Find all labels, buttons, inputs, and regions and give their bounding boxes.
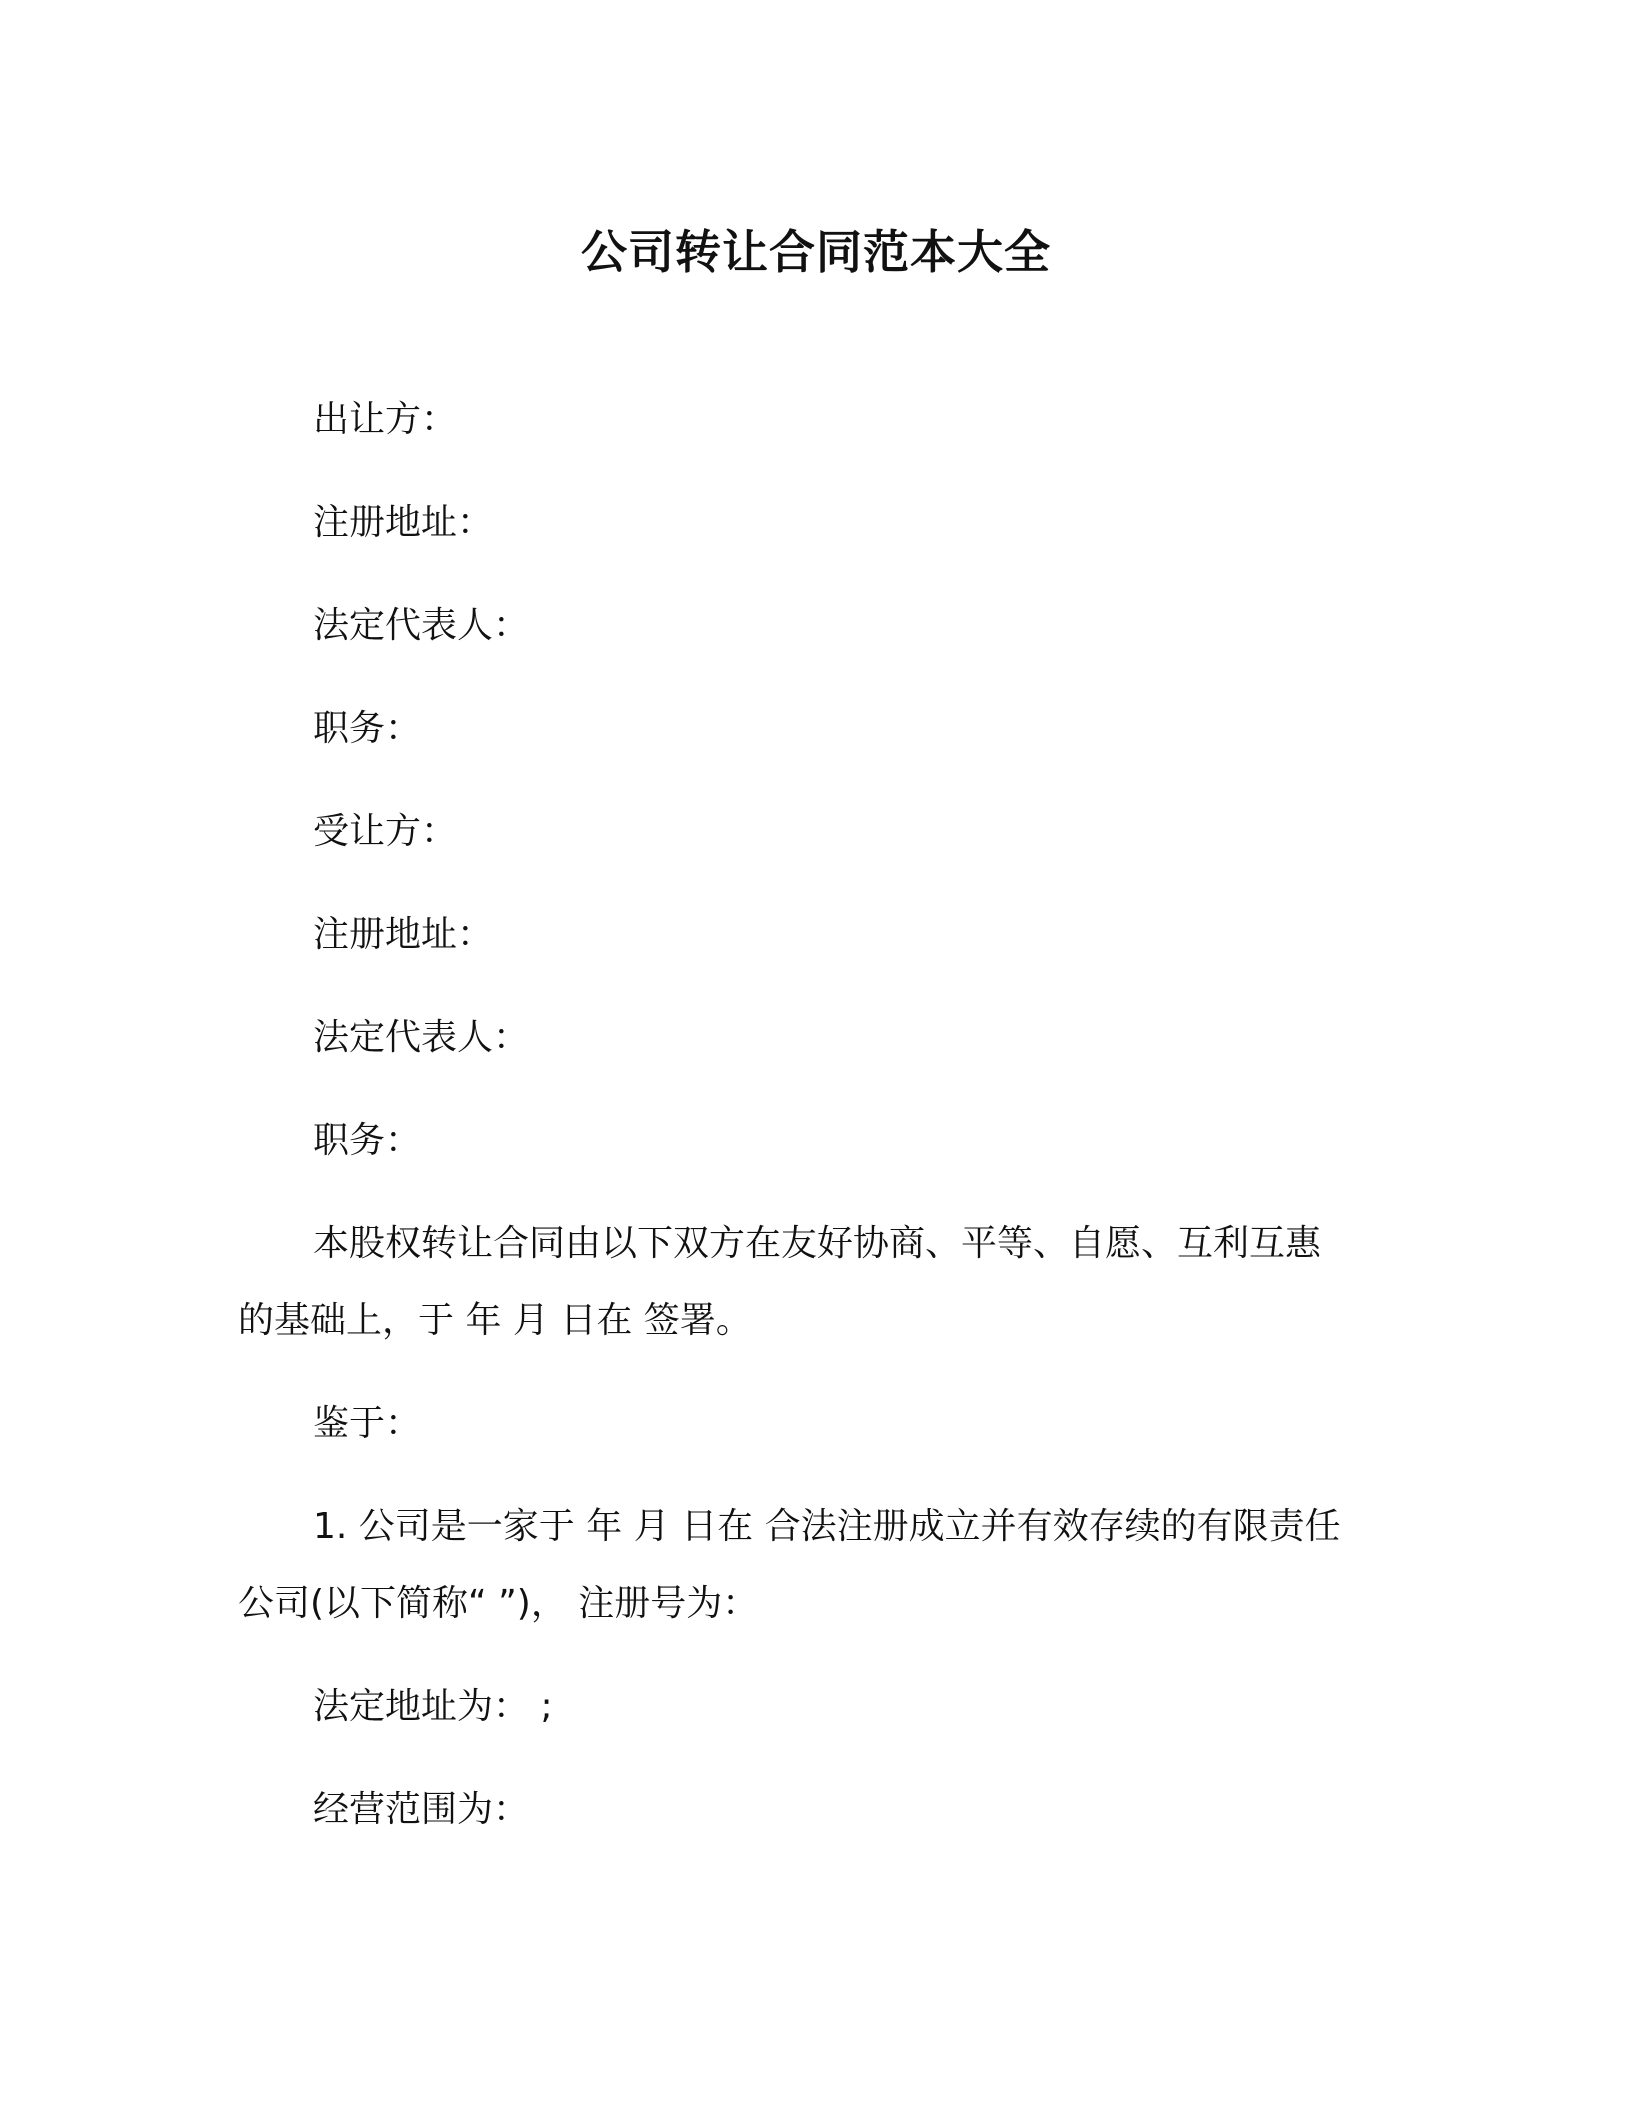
preamble-line-2: 的基础上，于 年 月 日在 签署。 (238, 1300, 752, 1341)
transferor-address-label: 注册地址： (313, 502, 494, 543)
transferor-position-label: 职务： (313, 708, 422, 749)
clause-1-line-2: 公司(以下简称“ ”)， 注册号为： (238, 1583, 759, 1624)
transferee-position-label: 职务： (313, 1120, 422, 1161)
clause-1-line-1: 1. 公司是一家于 年 月 日在 合法注册成立并有效存续的有限责任 (313, 1506, 1341, 1547)
legal-address-label: 法定地址为： ; (313, 1686, 553, 1727)
preamble-line-1: 本股权转让合同由以下双方在友好协商、平等、自愿、互利互惠 (313, 1223, 1322, 1264)
business-scope-label: 经营范围为： (313, 1789, 530, 1830)
transferor-legal-rep-label: 法定代表人： (313, 605, 530, 646)
transferee-label: 受让方： (313, 811, 458, 852)
whereas-label: 鉴于： (313, 1403, 422, 1444)
transferor-label: 出让方： (313, 399, 458, 440)
transferee-legal-rep-label: 法定代表人： (313, 1017, 530, 1058)
document-title: 公司转让合同范本大全 (581, 225, 1051, 279)
transferee-address-label: 注册地址： (313, 914, 494, 955)
